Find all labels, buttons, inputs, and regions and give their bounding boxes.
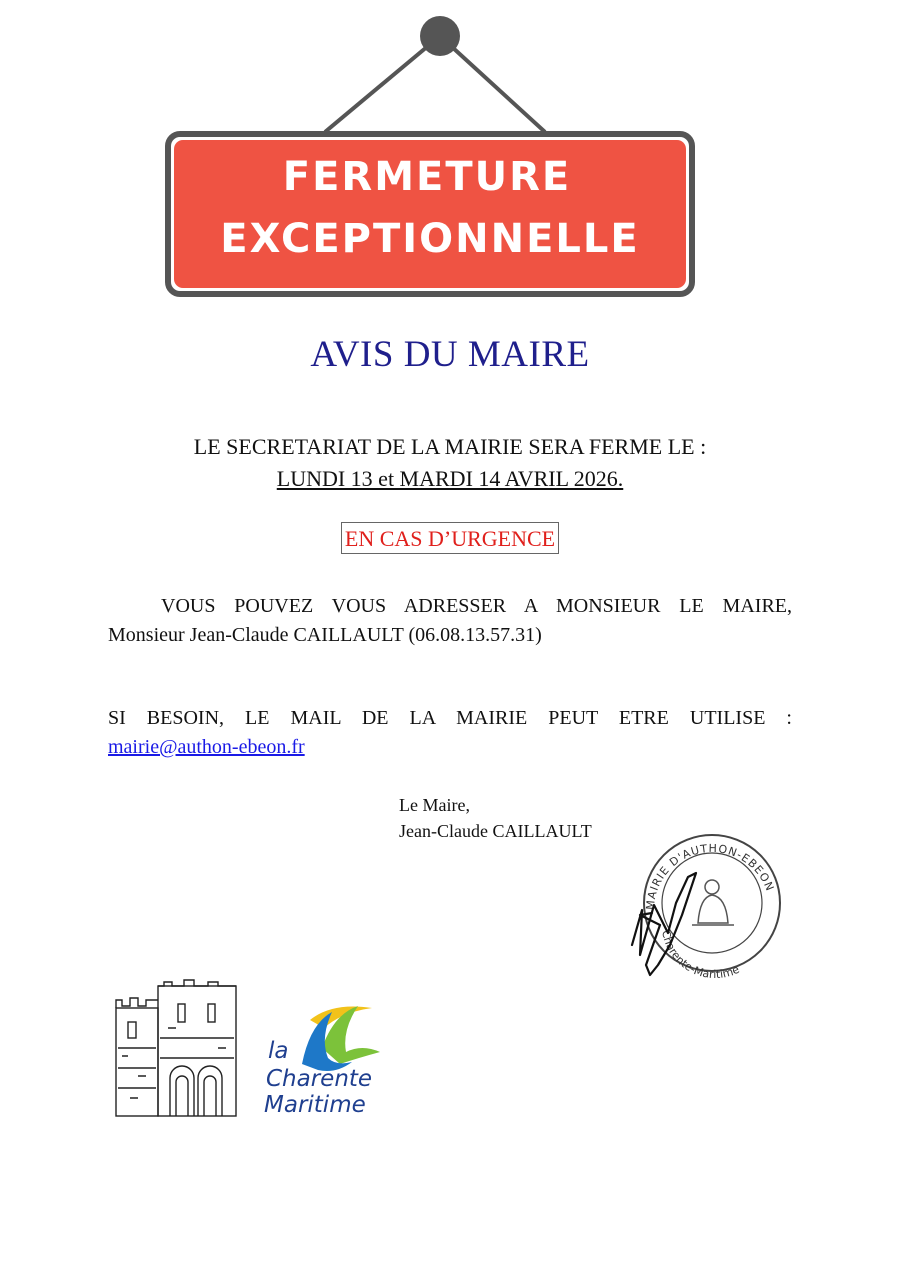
closure-sign xyxy=(160,14,700,299)
stamp-top-text: MAIRIE D'AUTHON-EBEON xyxy=(643,841,777,911)
sign-line-2: EXCEPTIONNELLE xyxy=(220,216,640,262)
seal-figure-icon xyxy=(692,880,734,925)
nail-icon xyxy=(420,16,460,56)
contact-paragraph xyxy=(108,592,792,650)
closure-line: LE SECRETARIAT DE LA MAIRIE SERA FERME LE : xyxy=(193,434,707,459)
region-line-2: Charente xyxy=(266,1066,373,1092)
svg-text:Charente-Maritime xyxy=(659,929,741,980)
sign-line-1: FERMETURE xyxy=(282,154,572,200)
region-line-1: la xyxy=(268,1038,289,1064)
email-paragraph xyxy=(108,704,792,762)
urgent-label: EN CAS D’URGENCE xyxy=(341,522,559,554)
stamp-bottom-text: Charente-Maritime xyxy=(659,929,742,980)
church-tower-logo xyxy=(108,978,243,1120)
email-link[interactable]: mairie@authon-ebeon.fr xyxy=(108,736,305,758)
signature-name: Jean-Claude CAILLAULT xyxy=(399,821,592,841)
closure-date-text: LUNDI 13 et MARDI 14 AVRIL 2026. xyxy=(276,466,624,491)
signature-block xyxy=(399,792,592,844)
closure-date xyxy=(0,466,900,492)
signature-title: Le Maire, xyxy=(399,795,470,815)
mairie-stamp xyxy=(612,815,792,980)
region-line-3: Maritime xyxy=(264,1092,366,1118)
contact-line-1: VOUS POUVEZ VOUS ADRESSER A MONSIEUR LE MAIRE, xyxy=(161,595,792,617)
charente-maritime-logo xyxy=(262,1000,387,1120)
urgent-box-wrap xyxy=(0,522,900,554)
email-line-1: SI BESOIN, LE MAIL DE LA MAIRIE PEUT ETRE UTILISE : xyxy=(108,707,792,729)
contact-line-2: Monsieur Jean-Claude CAILLAULT (06.08.13.57.31) xyxy=(108,624,542,646)
page-title: AVIS DU MAIRE xyxy=(310,334,590,375)
